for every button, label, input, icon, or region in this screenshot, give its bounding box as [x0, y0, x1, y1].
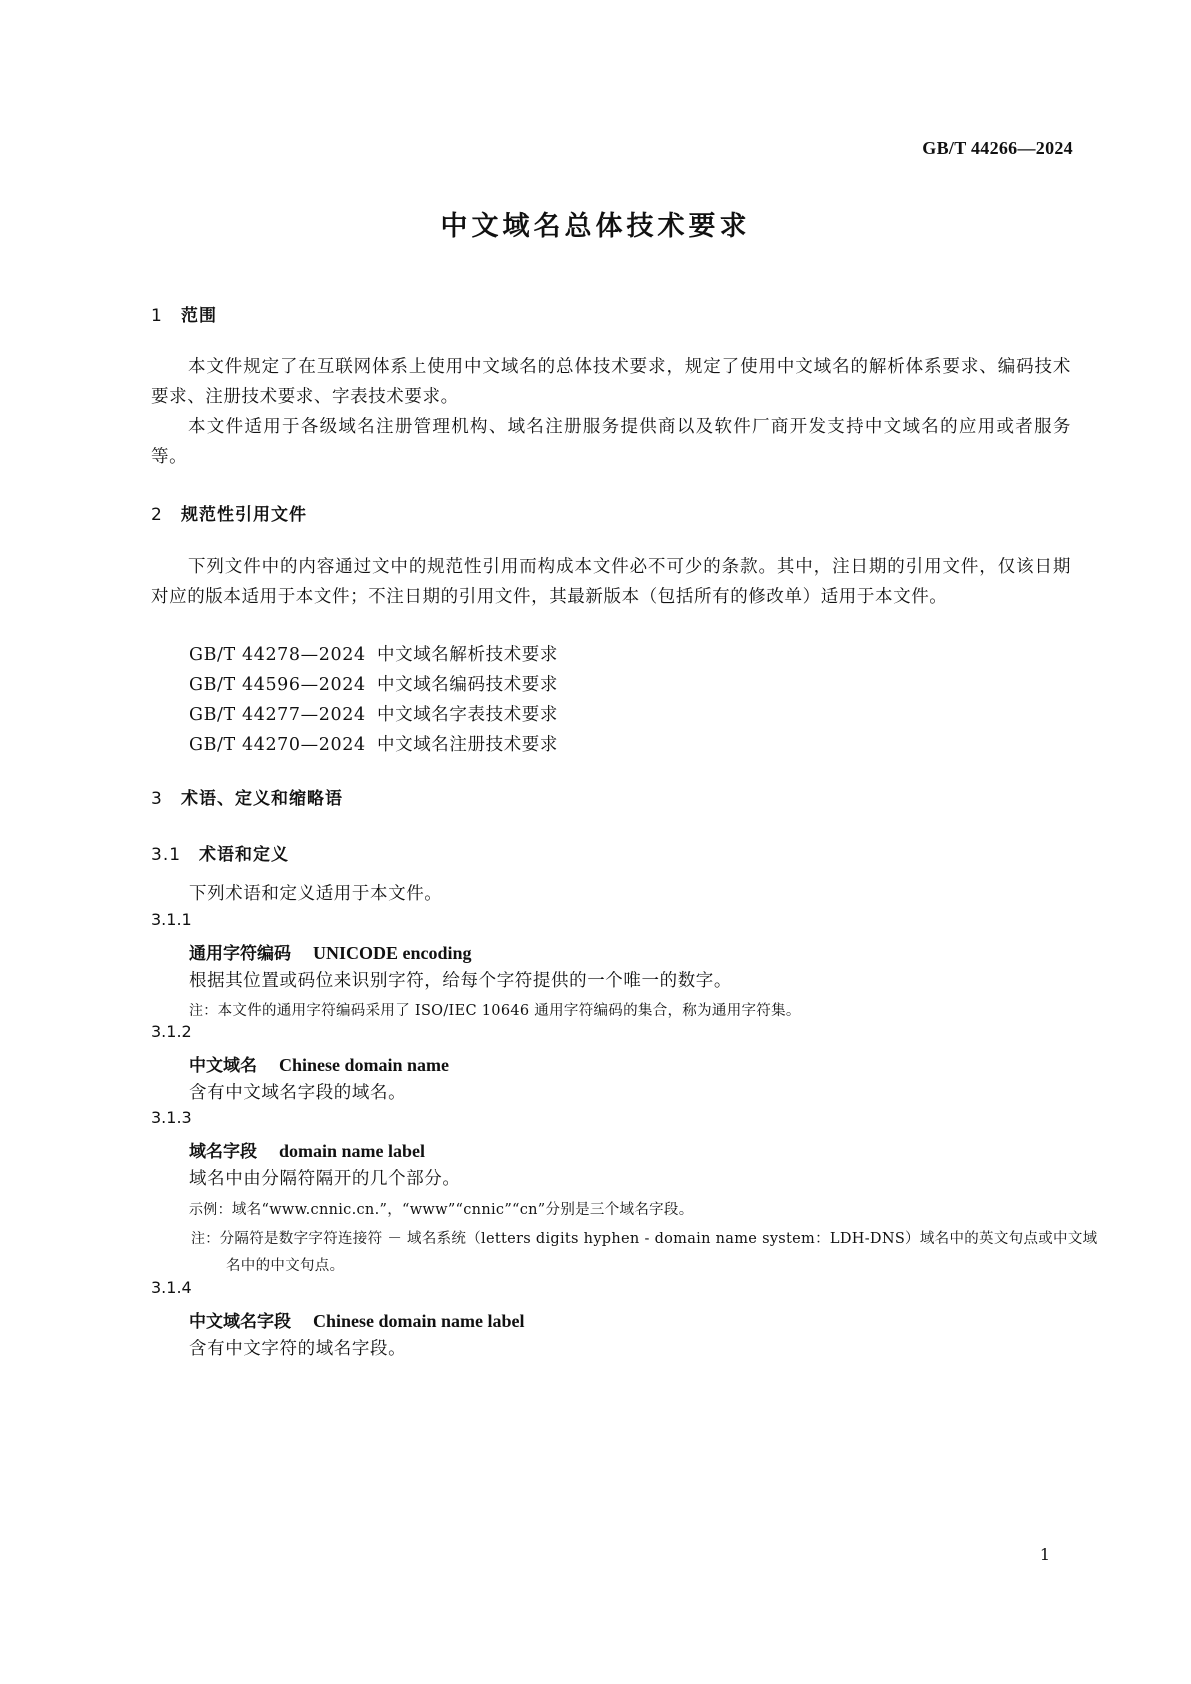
term-heading: [189, 1307, 525, 1332]
section-2-heading: [151, 500, 307, 525]
term-en: Chinese domain name label: [313, 1311, 525, 1331]
references-intro-paragraph: 下列文件中的内容通过文中的规范性引用而构成本文件必不可少的条款。其中，注日期的引用文件，仅该日期对应的版本适用于本文件；不注日期的引用文件，其最新版本（包括所有的修改单）适用于本文件。: [151, 557, 1071, 607]
term-number: 3.1.1: [151, 910, 192, 929]
subsection-3-1-heading: [151, 840, 289, 865]
term-en: UNICODE encoding: [313, 943, 472, 963]
term-definition: 含有中文字符的域名字段。: [189, 1339, 407, 1359]
term-en: Chinese domain name: [279, 1055, 450, 1075]
section-3-heading: [151, 784, 343, 809]
example-text: 域名“www.cnnic.cn.”，“www”“cnnic”“cn”分别是三个域名字段。: [231, 1202, 694, 1218]
reference-title: 中文域名注册技术要求: [377, 735, 558, 755]
subsection-number: 3.1: [151, 845, 182, 865]
section-title: 术语、定义和缩略语: [181, 789, 343, 809]
reference-code: GB/T 44277—2024: [189, 705, 366, 725]
reference-item: [189, 701, 558, 726]
term-zh: 中文域名: [189, 1056, 257, 1076]
reference-item: [189, 671, 558, 696]
document-code: GB/T 44266—2024: [922, 138, 1073, 158]
term-number: 3.1.3: [151, 1108, 192, 1127]
section-title: 规范性引用文件: [181, 505, 307, 525]
example-tag: 示例：: [189, 1202, 232, 1218]
term-definition: 域名中由分隔符隔开的几个部分。: [189, 1169, 461, 1189]
reference-code: GB/T 44278—2024: [189, 645, 366, 665]
section-title: 范围: [181, 306, 217, 326]
note-text: 分隔符是数字字符连接符 － 域名系统（letters digits hyphen - domain name system：LDH-DNS）域名中的英文句点或中文域名中的中文句点。: [219, 1231, 1098, 1274]
terms-intro: 下列术语和定义适用于本文件。: [189, 884, 443, 904]
term-note: [191, 1226, 1106, 1280]
term-zh: 中文域名字段: [189, 1312, 291, 1332]
document-title: 中文域名总体技术要求: [440, 211, 751, 242]
reference-title: 中文域名编码技术要求: [377, 675, 558, 695]
term-definition: 含有中文域名字段的域名。: [189, 1083, 407, 1103]
page-number: 1: [1039, 1545, 1050, 1564]
term-number: 3.1.4: [151, 1278, 192, 1297]
section-number: 2: [151, 505, 163, 525]
section-number: 3: [151, 789, 163, 809]
term-zh: 域名字段: [189, 1142, 257, 1162]
term-number: 3.1.2: [151, 1022, 192, 1041]
section-number: 1: [151, 306, 163, 326]
reference-code: GB/T 44270—2024: [189, 735, 366, 755]
term-definition: 根据其位置或码位来识别字符，给每个字符提供的一个唯一的数字。: [189, 971, 732, 991]
section-1-heading: [151, 301, 217, 326]
term-heading: [189, 1051, 449, 1076]
reference-title: 中文域名解析技术要求: [377, 645, 558, 665]
reference-code: GB/T 44596—2024: [189, 675, 366, 695]
scope-paragraph-2: 本文件适用于各级域名注册管理机构、域名注册服务提供商以及软件厂商开发支持中文域名的应用或者服务等。: [151, 417, 1071, 467]
term-zh: 通用字符编码: [189, 944, 291, 964]
subsection-title: 术语和定义: [199, 845, 289, 865]
scope-paragraph-1: 本文件规定了在互联网体系上使用中文域名的总体技术要求，规定了使用中文域名的解析体系要求、编码技术要求、注册技术要求、字表技术要求。: [151, 357, 1071, 407]
note-tag: 注：: [191, 1231, 220, 1247]
term-heading: [189, 1137, 425, 1162]
reference-item: [189, 641, 558, 666]
term-note: [189, 999, 801, 1020]
reference-title: 中文域名字表技术要求: [377, 705, 558, 725]
reference-item: [189, 731, 558, 756]
term-heading: [189, 939, 472, 964]
term-en: domain name label: [279, 1141, 426, 1161]
term-example: [189, 1198, 694, 1219]
note-text: 本文件的通用字符编码采用了 ISO/IEC 10646 通用字符编码的集合，称为通用字符集。: [217, 1003, 801, 1019]
note-tag: 注：: [189, 1003, 218, 1019]
